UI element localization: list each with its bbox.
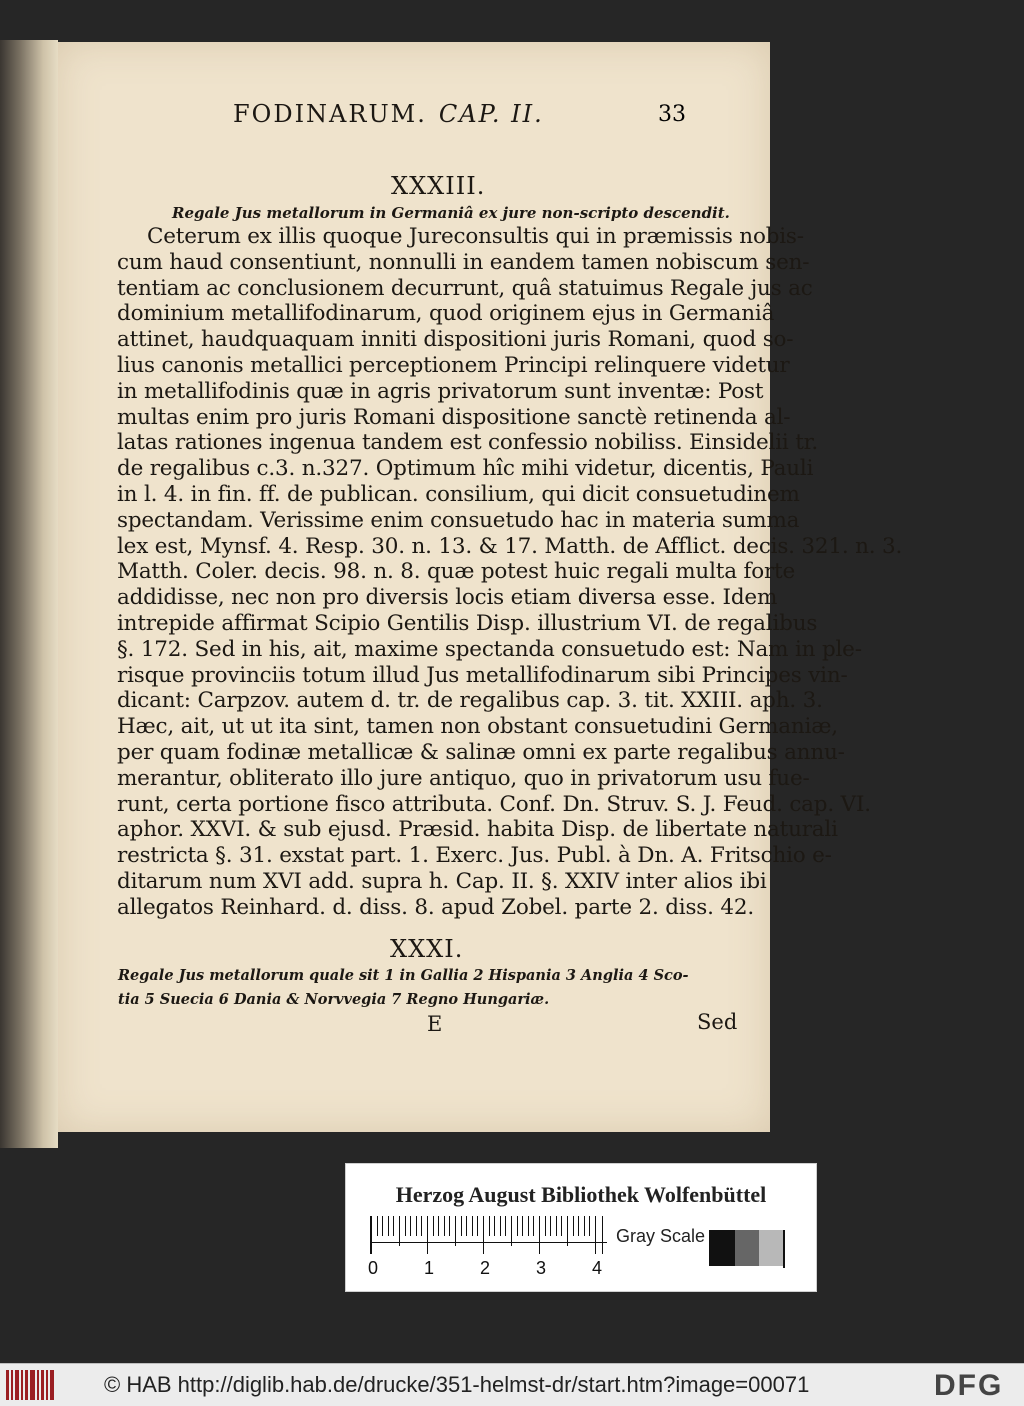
ruler-tick: [393, 1216, 394, 1236]
running-header: [233, 100, 693, 128]
body-line: tentiam ac conclusionem decurrunt, quâ statuimus Regale jus ac: [117, 276, 813, 301]
body-line: aphor. XXVI. & sub ejusd. Præsid. habita Disp. de libertate naturali: [117, 817, 838, 842]
body-line: lex est, Mynsf. 4. Resp. 30. n. 13. & 17. Matth. de Afflict. decis. 321. n. 3.: [117, 534, 903, 559]
section-number-2: XXXI.: [390, 935, 464, 963]
ruler-tick: [438, 1216, 439, 1236]
logo-bar: [46, 1370, 48, 1400]
ruler-tick: [522, 1216, 523, 1236]
ruler-tick: [545, 1216, 546, 1236]
logo-bar: [11, 1370, 13, 1400]
ruler-tick: [528, 1216, 529, 1236]
ruler-tick: [477, 1216, 478, 1236]
section-2-summary-line: Regale Jus metallorum quale sit 1 in Gallia 2 Hispania 3 Anglia 4 Sco-: [118, 967, 689, 984]
ruler-tick: [416, 1216, 417, 1236]
logo-bar: [30, 1370, 35, 1400]
logo-bar: [6, 1370, 9, 1400]
ruler-tick: [584, 1216, 585, 1236]
ruler-number: 4: [592, 1258, 603, 1278]
body-line: ditarum num XVI add. supra h. Cap. II. §. XXIV inter alios ibi: [117, 869, 767, 894]
body-line: multas enim pro juris Romani dispositione sanctè retinenda al-: [117, 405, 791, 430]
gray-swatch-light: [759, 1230, 783, 1266]
ruler-tick: [595, 1216, 596, 1254]
catchword: Sed: [697, 1010, 738, 1034]
ruler-tick: [399, 1216, 400, 1246]
logo-bar: [21, 1370, 23, 1400]
gray-swatch-black: [709, 1230, 735, 1266]
ruler-tick: [371, 1216, 372, 1254]
signature-mark: E: [427, 1012, 443, 1036]
ruler-tick: [567, 1216, 568, 1246]
body-line: allegatos Reinhard. d. diss. 8. apud Zobel. parte 2. diss. 42.: [117, 895, 754, 920]
logo-bar: [37, 1370, 39, 1400]
body-line: dominium metallifodinarum, quod originem ejus in Germaniâ: [117, 301, 775, 326]
ruler-tick: [461, 1216, 462, 1236]
body-line: Ceterum ex illis quoque Jureconsultis qui in præmissis nobis-: [147, 224, 804, 249]
ruler-tick: [533, 1216, 534, 1236]
body-line: de regalibus c.3. n.327. Optimum hîc mihi videtur, dicentis, Pauli: [117, 456, 814, 481]
running-header-title: FODINARUM.: [233, 100, 427, 128]
body-line: Matth. Coler. decis. 98. n. 8. quæ potest huic regali multa forte: [117, 559, 795, 584]
ruler-tick: [550, 1216, 551, 1236]
ruler-tick: [388, 1216, 389, 1236]
logo-bar: [25, 1370, 28, 1400]
ruler-tick: [449, 1216, 450, 1236]
ruler-tick: [444, 1216, 445, 1236]
body-line: cum haud consentiunt, nonnulli in eandem tamen nobiscum sen-: [117, 250, 810, 275]
ruler-tick: [405, 1216, 406, 1236]
ruler-number: 2: [480, 1258, 491, 1278]
ruler-tick: [427, 1216, 428, 1254]
body-line: risque provinciis totum illud Jus metallifodinarum sibi Principes vin-: [117, 663, 848, 688]
ruler-tick: [589, 1216, 590, 1236]
ruler-tick: [578, 1216, 579, 1236]
ruler-tick: [433, 1216, 434, 1236]
body-line: merantur, obliterato illo jure antiquo, quo in privatorum usu fue-: [117, 766, 810, 791]
ruler-tick: [421, 1216, 422, 1236]
chapter-label: CAP. II.: [438, 100, 544, 128]
ruler-tick: [561, 1216, 562, 1236]
body-line: per quam fodinæ metallicæ & salinæ omni ex parte regalibus annu-: [117, 740, 845, 765]
body-line: lius canonis metallici perceptionem Principi relinquere videtur: [117, 353, 790, 378]
section-1-title: Regale Jus metallorum in Germaniâ ex jure non-scripto descendit.: [172, 204, 730, 222]
section-2-summary-line: tia 5 Suecia 6 Dania & Norvvegia 7 Regno Hungariæ.: [118, 991, 550, 1008]
ruler-tick: [466, 1216, 467, 1236]
body-line: intrepide affirmat Scipio Gentilis Disp. illustrium VI. de regalibus: [117, 611, 818, 636]
ruler-tick: [500, 1216, 501, 1236]
ruler-number: 1: [424, 1258, 435, 1278]
gray-scale-label: Gray Scale: [616, 1226, 706, 1246]
body-line: in metallifodinis quæ in agris privatorum sunt inventæ: Post: [117, 379, 764, 404]
body-line: latas rationes ingenua tandem est confessio nobiliss. Einsidelii tr.: [117, 430, 819, 455]
body-line: restricta §. 31. exstat part. 1. Exerc. Jus. Publ. à Dn. A. Fritschio e-: [117, 843, 832, 868]
ruler-tick: [483, 1216, 484, 1254]
body-line: attinet, haudquaquam inniti dispositioni juris Romani, quod so-: [117, 327, 794, 352]
ruler-tick: [455, 1216, 456, 1246]
ruler-baseline: [371, 1242, 607, 1243]
library-color-card: [345, 1163, 817, 1292]
section-number-1: XXXIII.: [391, 172, 486, 200]
library-name: Herzog August Bibliothek Wolfenbüttel: [395, 1182, 767, 1207]
page-number: 33: [658, 102, 686, 127]
body-line: runt, certa portione fisco attributa. Conf. Dn. Struv. S. J. Feud. cap. VI.: [117, 792, 871, 817]
ruler-tick: [517, 1216, 518, 1236]
copyright-url[interactable]: © HAB http://diglib.hab.de/drucke/351-helmst-dr/start.htm?image=00071: [104, 1372, 810, 1397]
dfg-logo: DFG: [934, 1369, 1004, 1402]
gray-scale-divider: [602, 1216, 603, 1254]
body-line: addidisse, nec non pro diversis locis etiam diversa esse. Idem: [117, 585, 778, 610]
footer-bar: [0, 1363, 1024, 1406]
ruler-tick: [539, 1216, 540, 1254]
body-line: spectandam. Verissime enim consuetudo hac in materia summa: [117, 508, 800, 533]
ruler-tick: [377, 1216, 378, 1236]
ruler-tick: [556, 1216, 557, 1236]
ruler-tick: [472, 1216, 473, 1236]
ruler-number: 0: [368, 1258, 379, 1278]
ruler-tick: [494, 1216, 495, 1236]
body-line: dicant: Carpzov. autem d. tr. de regalibus cap. 3. tit. XXIII. aph. 3.: [117, 688, 823, 713]
body-line: in l. 4. in fin. ff. de publican. consilium, qui dicit consuetudinem: [117, 482, 800, 507]
hab-logo-icon: [6, 1370, 50, 1400]
ruler-tick: [505, 1216, 506, 1236]
ruler-tick: [573, 1216, 574, 1236]
gray-swatch-dark: [735, 1230, 759, 1266]
body-line: Hæc, ait, ut ut ita sint, tamen non obstant consuetudini Germaniæ,: [117, 714, 838, 739]
facing-page-edge: [0, 40, 58, 1148]
gray-swatch-edge: [783, 1230, 785, 1268]
logo-bar: [41, 1370, 44, 1400]
ruler-tick: [489, 1216, 490, 1236]
logo-bar: [15, 1370, 19, 1400]
body-line: §. 172. Sed in his, ait, maxime spectanda consuetudo est: Nam in ple-: [117, 637, 862, 662]
ruler-tick: [511, 1216, 512, 1246]
logo-bar: [50, 1370, 54, 1400]
ruler-tick: [410, 1216, 411, 1236]
ruler-number: 3: [536, 1258, 547, 1278]
ruler-tick: [382, 1216, 383, 1236]
scale-ruler: [370, 1216, 607, 1254]
